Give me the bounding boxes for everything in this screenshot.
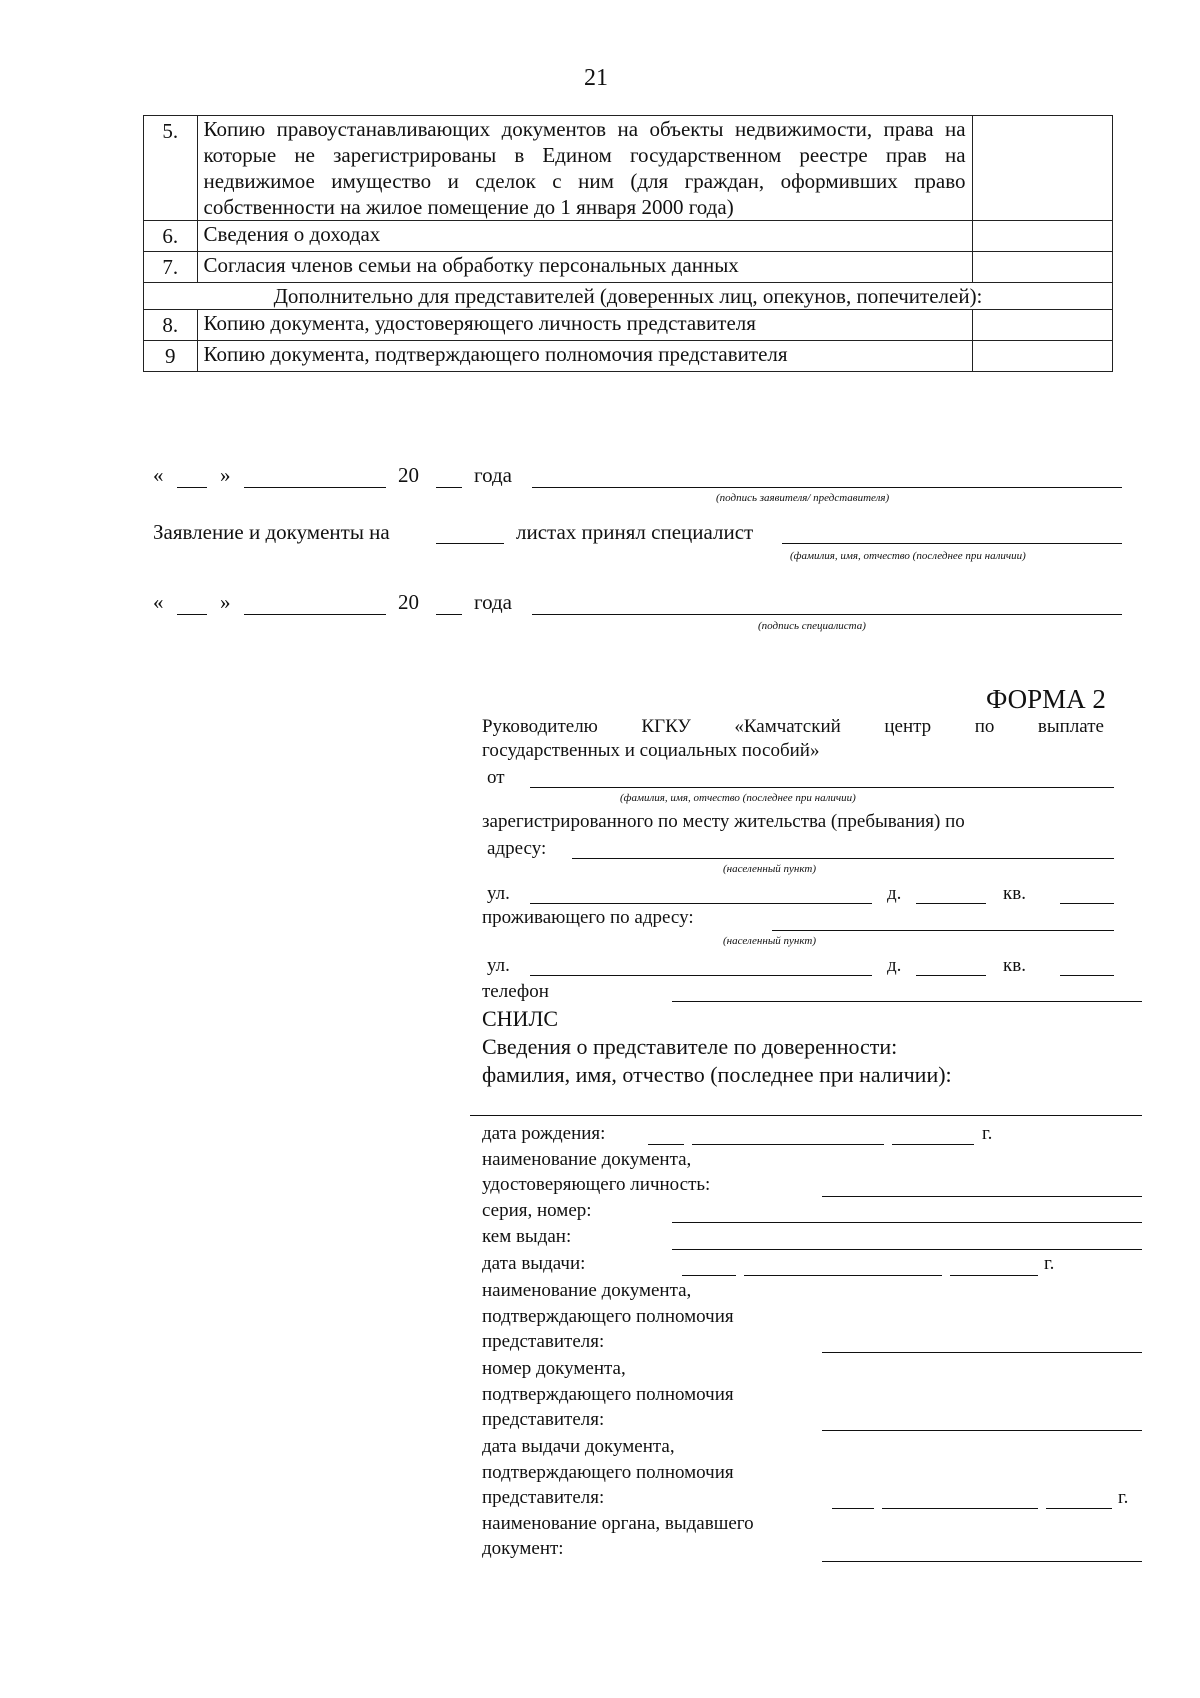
- row-text: Копию документа, удостоверяющего личность представителя: [197, 310, 972, 341]
- year-suffix: г.: [1118, 1487, 1129, 1508]
- signature-caption: (подпись заявителя/ представителя): [716, 492, 890, 504]
- living-label: проживающего по адресу:: [482, 907, 694, 928]
- sheets-count-field[interactable]: [436, 543, 504, 544]
- fio-caption: (фамилия, имя, отчество (последнее при наличии): [620, 792, 856, 804]
- table-row: [144, 221, 1113, 252]
- birth-date-label: дата рождения:: [482, 1123, 606, 1144]
- year-field[interactable]: [436, 614, 462, 615]
- row-checkbox-cell[interactable]: [972, 116, 1112, 221]
- year-prefix: 20: [398, 463, 419, 487]
- living-house-field[interactable]: [916, 975, 986, 976]
- registered-house-field[interactable]: [916, 903, 986, 904]
- row-checkbox-cell[interactable]: [972, 341, 1112, 372]
- id-doc-label: наименование документа,: [482, 1149, 692, 1170]
- row-number: 5.: [144, 116, 198, 221]
- series-label: серия, номер:: [482, 1200, 592, 1221]
- auth-doc-date-label: подтверждающего полномочия: [482, 1462, 734, 1483]
- from-label: от: [487, 767, 505, 788]
- flat-label: кв.: [1003, 955, 1026, 976]
- row-text: Согласия членов семьи на обработку персональных данных: [197, 252, 972, 283]
- table-row: [144, 310, 1113, 341]
- phone-field[interactable]: [672, 1001, 1142, 1002]
- rep-fio-label: фамилия, имя, отчество (последнее при наличии):: [482, 1062, 952, 1087]
- issued-by-label: кем выдан:: [482, 1226, 572, 1247]
- phone-label: телефон: [482, 981, 549, 1002]
- auth-doc-number-field[interactable]: [822, 1430, 1142, 1431]
- rep-info-label: Сведения о представителе по доверенности:: [482, 1034, 898, 1059]
- specialist-signature-field[interactable]: [532, 614, 1122, 615]
- addressee-word: выплате: [1037, 716, 1104, 737]
- row-checkbox-cell[interactable]: [972, 310, 1112, 341]
- auth-doc-number-label: представителя:: [482, 1409, 605, 1430]
- row-checkbox-cell[interactable]: [972, 252, 1112, 283]
- table-row: [144, 341, 1113, 372]
- addressee-word: КГКУ: [641, 716, 691, 737]
- addressee-line-1: [482, 716, 1104, 738]
- auth-doc-number-label: подтверждающего полномочия: [482, 1384, 734, 1405]
- specialist-name-caption: (фамилия, имя, отчество (последнее при наличии): [790, 550, 1026, 562]
- id-doc-label: удостоверяющего личность:: [482, 1174, 711, 1195]
- issuer-label: наименование органа, выдавшего: [482, 1513, 754, 1534]
- address-label: адресу:: [487, 838, 547, 859]
- registered-settlement-field[interactable]: [572, 858, 1114, 859]
- year-suffix: г.: [1044, 1253, 1055, 1274]
- row-number: 7.: [144, 252, 198, 283]
- row-text: Копию правоустанавливающих документов на объекты недвижимости, права на которые не зарегистрированы в Едином государственном реестре прав на недвижимое имущество и сделок с ним (для граждан, оформивших право собственности на жилое помещение до 1 января 2000 года): [197, 116, 972, 221]
- addressee-line-2: государственных и социальных пособий»: [482, 740, 820, 761]
- issuer-label: документ:: [482, 1538, 564, 1559]
- month-field[interactable]: [244, 487, 386, 488]
- auth-doc-date-label: дата выдачи документа,: [482, 1436, 675, 1457]
- auth-doc-name-field[interactable]: [822, 1352, 1142, 1353]
- applicant-signature-field[interactable]: [532, 487, 1122, 488]
- issue-month-field[interactable]: [744, 1275, 942, 1276]
- row-number: 6.: [144, 221, 198, 252]
- row-checkbox-cell[interactable]: [972, 221, 1112, 252]
- street-label: ул.: [487, 955, 510, 976]
- registered-label: зарегистрированного по месту жительства (пребывания) по: [482, 811, 965, 832]
- registered-flat-field[interactable]: [1060, 903, 1114, 904]
- addressee-word: Руководителю: [482, 716, 598, 737]
- auth-doc-month-field[interactable]: [882, 1508, 1038, 1509]
- rep-fio-field[interactable]: [470, 1115, 1142, 1116]
- row-number: 9: [144, 341, 198, 372]
- living-flat-field[interactable]: [1060, 975, 1114, 976]
- accepted-text-left: Заявление и документы на: [153, 520, 390, 544]
- auth-doc-name-label: представителя:: [482, 1331, 605, 1352]
- house-label: д.: [887, 955, 902, 976]
- row-text: Копию документа, подтверждающего полномочия представителя: [197, 341, 972, 372]
- issue-year-field[interactable]: [950, 1275, 1038, 1276]
- living-street-field[interactable]: [530, 975, 872, 976]
- auth-doc-name-label: наименование документа,: [482, 1280, 692, 1301]
- applicant-fio-field[interactable]: [530, 787, 1114, 788]
- auth-doc-day-field[interactable]: [832, 1508, 874, 1509]
- specialist-name-field[interactable]: [782, 543, 1122, 544]
- day-field[interactable]: [177, 614, 207, 615]
- page-number: 21: [584, 65, 608, 91]
- addressee-word: центр: [884, 716, 932, 737]
- house-label: д.: [887, 883, 902, 904]
- auth-doc-number-label: номер документа,: [482, 1358, 626, 1379]
- year-suffix: г.: [982, 1123, 993, 1144]
- series-number-field[interactable]: [672, 1222, 1142, 1223]
- table-section-header: Дополнительно для представителей (доверенных лиц, опекунов, попечителей):: [144, 283, 1113, 310]
- year-field[interactable]: [436, 487, 462, 488]
- birth-month-field[interactable]: [692, 1144, 884, 1145]
- row-number: 8.: [144, 310, 198, 341]
- form-title: ФОРМА 2: [986, 684, 1106, 714]
- row-text: Сведения о доходах: [197, 221, 972, 252]
- id-doc-name-field[interactable]: [822, 1196, 1142, 1197]
- birth-day-field[interactable]: [648, 1144, 684, 1145]
- auth-doc-date-label: представителя:: [482, 1487, 605, 1508]
- quote-close: »: [220, 590, 231, 614]
- month-field[interactable]: [244, 614, 386, 615]
- snils-label: СНИЛС: [482, 1006, 559, 1031]
- quote-open: «: [153, 590, 164, 614]
- settlement-caption: (населенный пункт): [723, 935, 816, 947]
- issuer-field[interactable]: [822, 1561, 1142, 1562]
- issue-date-label: дата выдачи:: [482, 1253, 586, 1274]
- table-section-row: [144, 283, 1113, 310]
- flat-label: кв.: [1003, 883, 1026, 904]
- table-row: [144, 252, 1113, 283]
- issued-by-field[interactable]: [672, 1249, 1142, 1250]
- auth-doc-name-label: подтверждающего полномочия: [482, 1306, 734, 1327]
- year-prefix: 20: [398, 590, 419, 614]
- day-field[interactable]: [177, 487, 207, 488]
- accepted-text-mid: листах принял специалист: [516, 520, 754, 544]
- quote-open: «: [153, 463, 164, 487]
- quote-close: »: [220, 463, 231, 487]
- registered-street-field[interactable]: [530, 903, 872, 904]
- birth-year-field[interactable]: [892, 1144, 974, 1145]
- year-word: года: [474, 463, 512, 487]
- issue-day-field[interactable]: [682, 1275, 736, 1276]
- documents-table: [143, 115, 1113, 372]
- street-label: ул.: [487, 883, 510, 904]
- living-settlement-field[interactable]: [772, 930, 1114, 931]
- settlement-caption: (населенный пункт): [723, 863, 816, 875]
- auth-doc-year-field[interactable]: [1046, 1508, 1112, 1509]
- table-row: [144, 116, 1113, 221]
- addressee-word: «Камчатский: [734, 716, 841, 737]
- year-word: года: [474, 590, 512, 614]
- addressee-word: по: [974, 716, 995, 737]
- specialist-signature-caption: (подпись специалиста): [758, 620, 866, 632]
